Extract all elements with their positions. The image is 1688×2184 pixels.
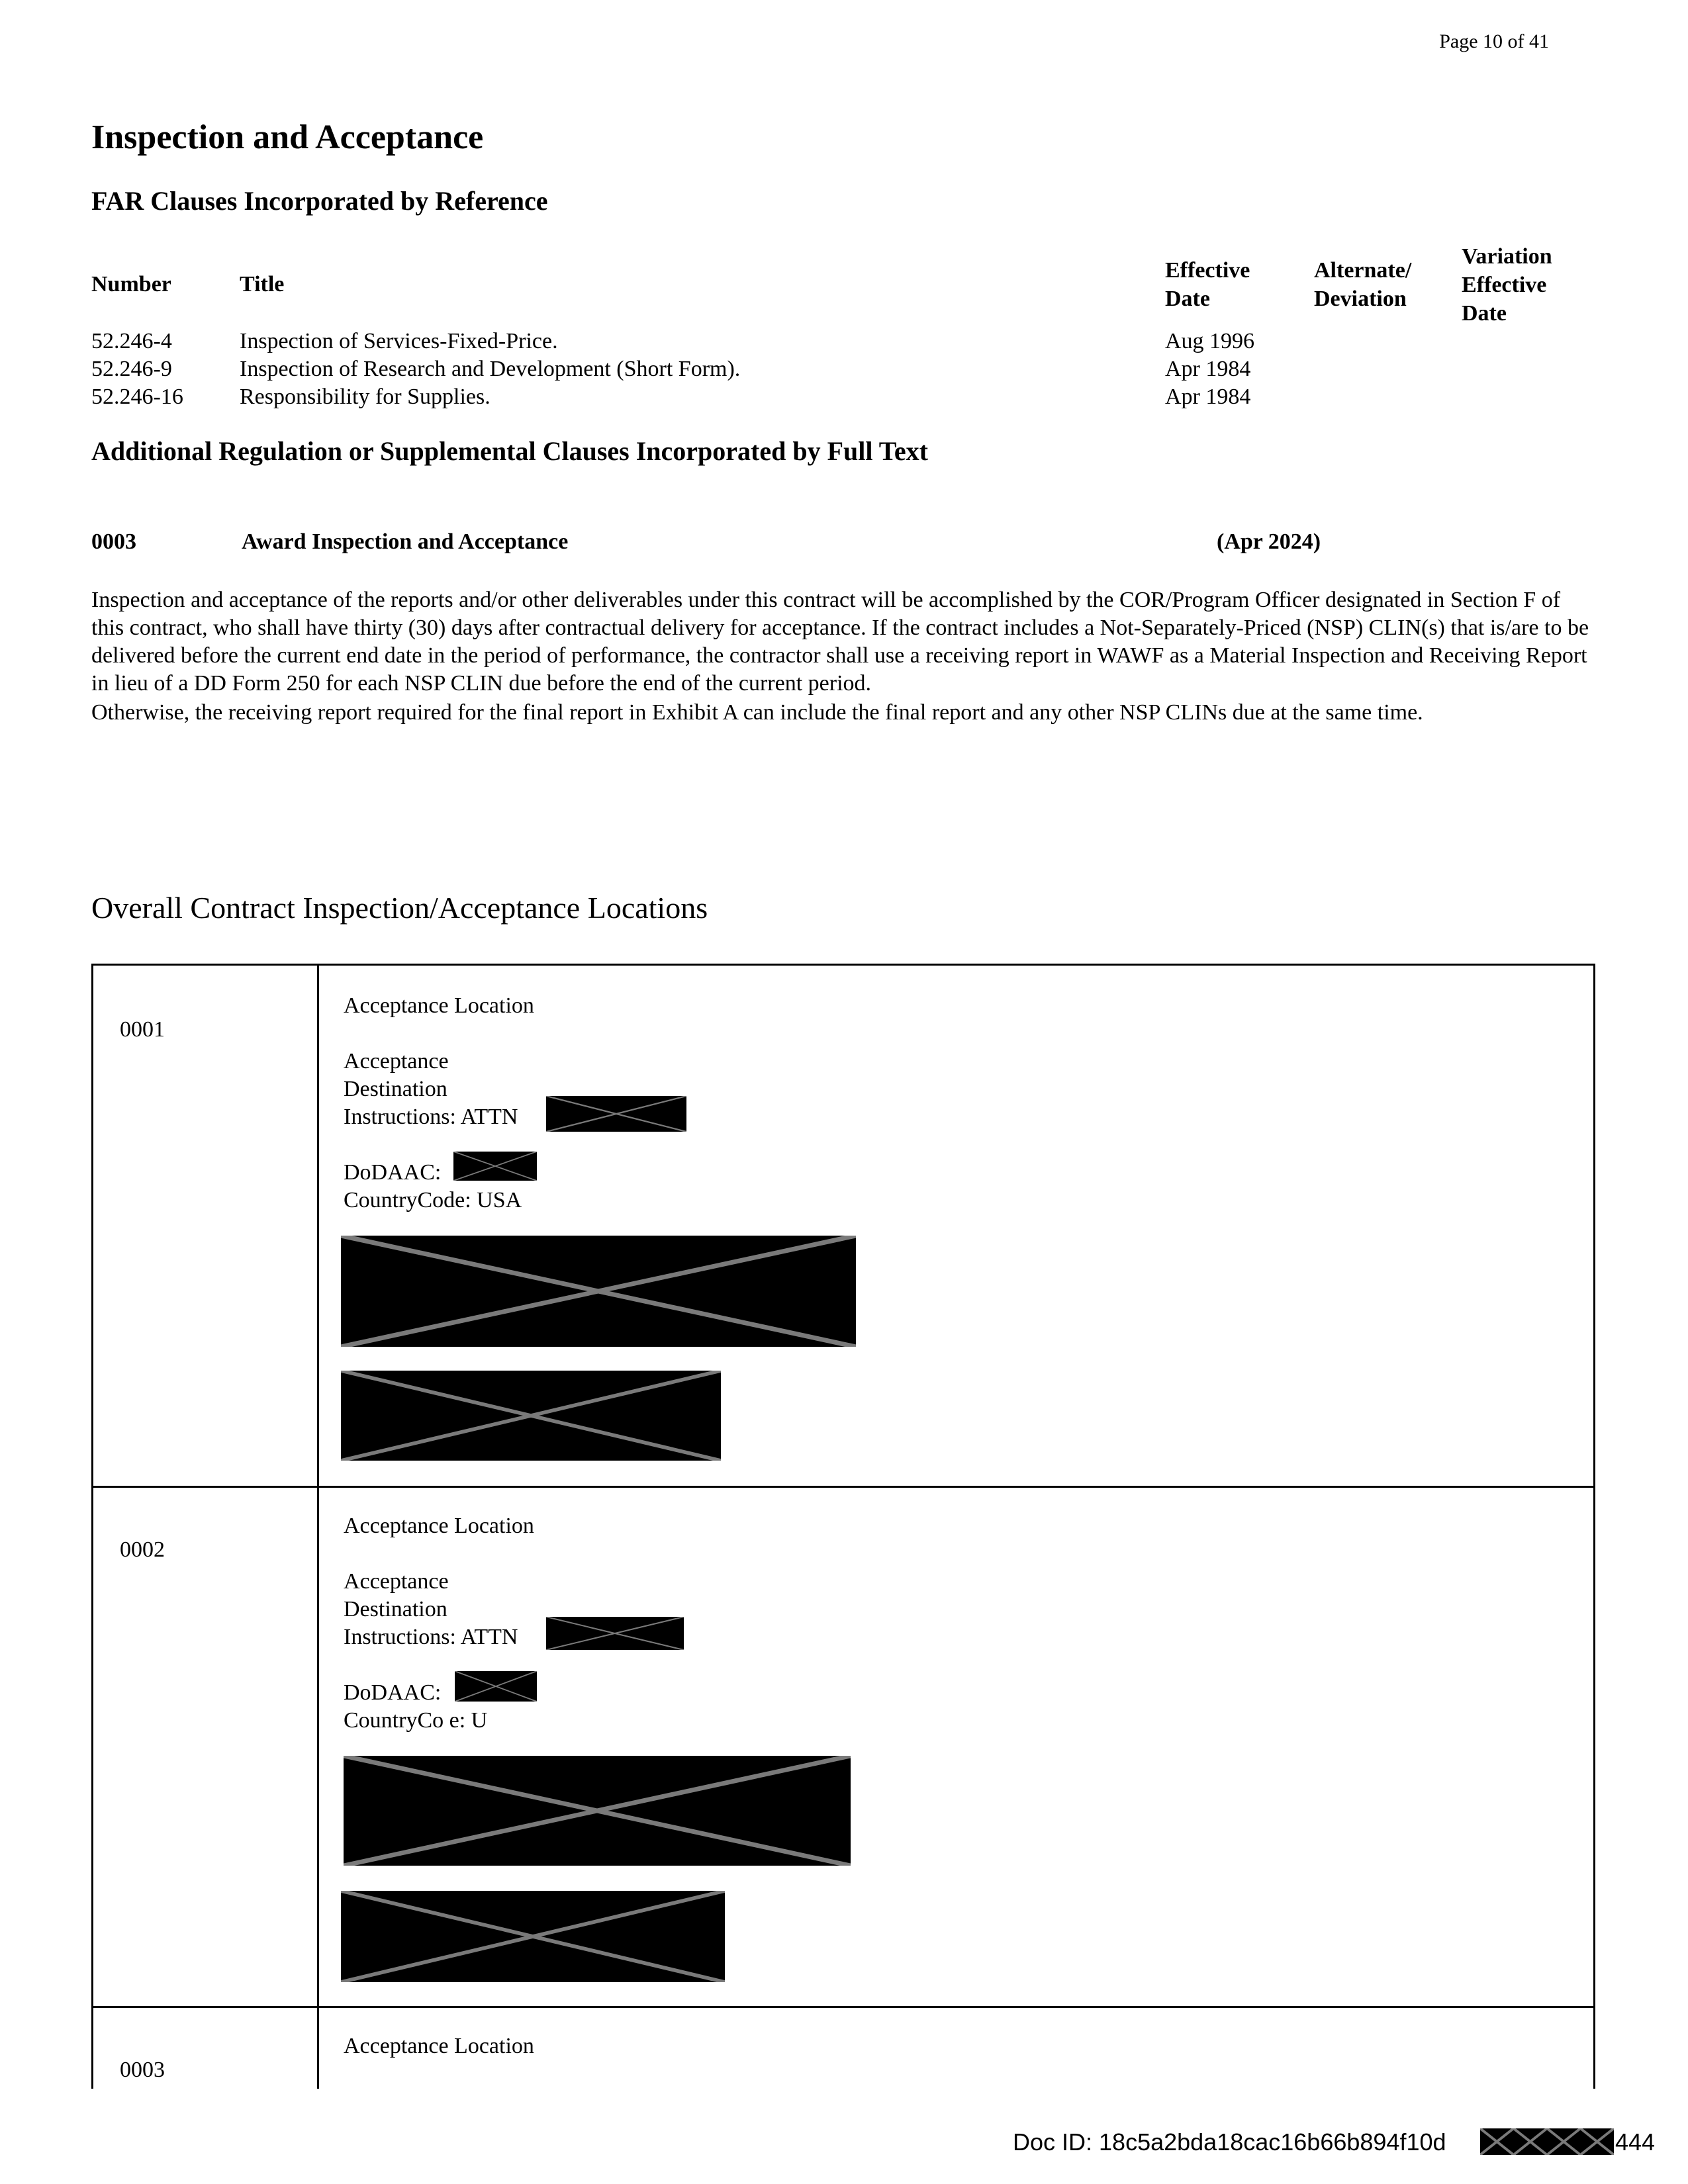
table-divider — [93, 1486, 1593, 1488]
location-country: CountryCode: USA — [344, 1188, 522, 1212]
far-row-number: 52.246-9 — [91, 357, 172, 381]
page-number: Page 10 of 41 — [1439, 30, 1549, 52]
location-label: Acceptance Location — [344, 2034, 534, 2058]
col-header-title: Title — [240, 272, 285, 296]
location-line: Destination — [344, 1597, 447, 1621]
col-header-variation-effective-date: Variation Effective Date — [1462, 244, 1552, 326]
redaction-box — [546, 1617, 684, 1650]
table-divider — [317, 966, 319, 2089]
locations-table — [91, 964, 1595, 2089]
location-dodaac: DoDAAC: — [344, 1680, 442, 1705]
page-title: Inspection and Acceptance — [91, 118, 484, 156]
location-label: Acceptance Location — [344, 993, 534, 1018]
col-header-number: Number — [91, 272, 171, 296]
doc-id: Doc ID: 18c5a2bda18cac16b66b894f10d — [1013, 2128, 1446, 2156]
location-label: Acceptance Location — [344, 1514, 534, 1538]
far-row-number: 52.246-16 — [91, 385, 183, 409]
clause-paragraph: Otherwise, the receiving report required for the final report in Exhibit A can include the final report and any other NSP CLINs due at the same time. — [91, 700, 1423, 725]
clause-text — [91, 586, 1594, 727]
clin-number: 0001 — [120, 1017, 165, 1042]
redaction-box — [341, 1371, 721, 1461]
clause-date: (Apr 2024) — [1217, 529, 1321, 554]
doc-id-suffix: 444 — [1615, 2128, 1656, 2156]
far-row-date: Apr 1984 — [1165, 385, 1251, 409]
col-header-effective-date: Effective Date — [1165, 258, 1250, 311]
far-row-date: Apr 1984 — [1165, 357, 1251, 381]
redaction-box — [341, 1891, 725, 1982]
clause-number: 0003 — [91, 529, 136, 554]
far-row-number: 52.246-4 — [91, 329, 172, 353]
far-row-title: Inspection of Services-Fixed-Price. — [240, 329, 558, 353]
far-row-title: Responsibility for Supplies. — [240, 385, 491, 409]
clin-number: 0003 — [120, 2058, 165, 2082]
additional-clauses-heading: Additional Regulation or Supplemental Clauses Incorporated by Full Text — [91, 436, 928, 466]
clause-title: Award Inspection and Acceptance — [242, 529, 569, 554]
redaction-box — [453, 1152, 537, 1181]
far-row-date: Aug 1996 — [1165, 329, 1255, 353]
redaction-box — [455, 1671, 537, 1702]
location-dodaac: DoDAAC: — [344, 1160, 442, 1185]
locations-heading: Overall Contract Inspection/Acceptance Locations — [91, 891, 708, 925]
location-instructions: Instructions: ATTN — [344, 1105, 518, 1129]
redaction-box — [1480, 2128, 1614, 2155]
redaction-box — [546, 1096, 686, 1132]
col-header-alternate-deviation: Alternate/ Deviation — [1314, 258, 1412, 311]
far-clauses-heading: FAR Clauses Incorporated by Reference — [91, 186, 548, 216]
far-row-title: Inspection of Research and Development (Short Form). — [240, 357, 741, 381]
location-line: Acceptance — [344, 1569, 449, 1594]
location-line: Acceptance — [344, 1049, 449, 1073]
location-country: CountryCo e: U — [344, 1708, 488, 1733]
clin-number: 0002 — [120, 1537, 165, 1562]
location-line: Destination — [344, 1077, 447, 1101]
clause-paragraph: Inspection and acceptance of the reports and/or other deliverables under this contract will be accomplished by the COR/Program Officer designated in Section F of this contract, who shall have thirty (30) days after contractual delivery for acceptance. If the contract includes a Not-Separately-Priced (NSP) CLIN(s) that is/are to be delivered before the current end date in the period of performance, the contractor shall use a receiving report in WAWF as a Material Inspection and Receiving Report in lieu of a DD Form 250 for each NSP CLIN due before the end of the current period. — [91, 588, 1589, 696]
redaction-box — [341, 1236, 856, 1347]
redaction-box — [344, 1756, 851, 1866]
table-divider — [93, 2006, 1593, 2008]
location-instructions: Instructions: ATTN — [344, 1625, 518, 1649]
